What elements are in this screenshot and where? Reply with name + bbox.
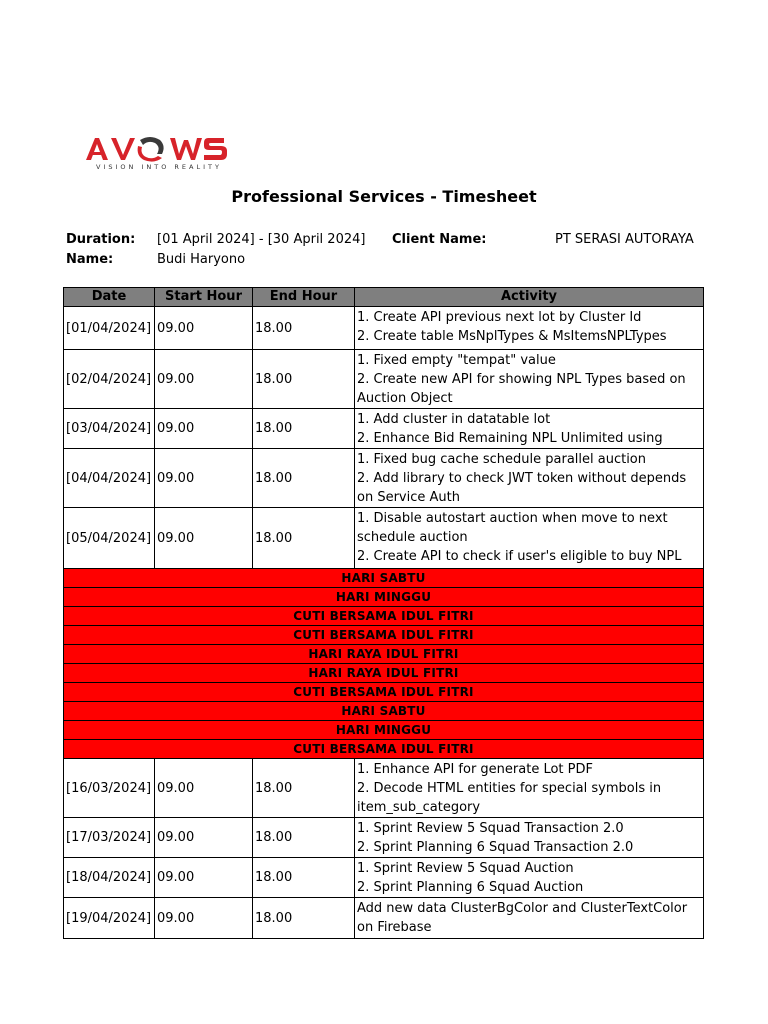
end-hour-cell: 18.00	[253, 759, 355, 818]
date-cell: [02/04/2024]	[64, 350, 155, 409]
activity-cell	[355, 307, 704, 350]
activity-line: 2. Sprint Planning 6 Squad Auction	[357, 880, 584, 895]
holiday-label: CUTI BERSAMA IDUL FITRI	[64, 740, 704, 759]
activity-line: 2. Create new API for showing NPL Types based on Auction Object	[357, 372, 686, 406]
activity-line: 2. Sprint Planning 6 Squad Transaction 2.0	[357, 840, 634, 855]
start-hour-cell: 09.00	[155, 449, 253, 508]
end-hour-cell: 18.00	[253, 307, 355, 350]
activity-line: 1. Disable autostart auction when move to next schedule auction	[357, 511, 668, 545]
start-hour-cell: 09.00	[155, 307, 253, 350]
header-activity: Activity	[355, 288, 704, 307]
table-row	[64, 350, 704, 409]
table-row	[64, 898, 704, 939]
date-cell: [05/04/2024]	[64, 508, 155, 569]
activity-line: 1. Sprint Review 5 Squad Transaction 2.0	[357, 821, 624, 836]
activity-line: 1. Add cluster in datatable lot	[357, 412, 551, 427]
activity-cell	[355, 759, 704, 818]
activity-cell	[355, 508, 704, 569]
holiday-label: HARI SABTU	[64, 569, 704, 588]
holiday-label: CUTI BERSAMA IDUL FITRI	[64, 607, 704, 626]
holiday-row	[64, 664, 704, 683]
name-value: Budi Haryono	[157, 252, 246, 267]
holiday-row	[64, 569, 704, 588]
client-name-label: Client Name:	[392, 232, 487, 247]
activity-cell	[355, 818, 704, 858]
table-row	[64, 409, 704, 449]
date-cell: [04/04/2024]	[64, 449, 155, 508]
date-cell: [18/04/2024]	[64, 858, 155, 898]
table-row	[64, 759, 704, 818]
duration-value: [01 April 2024] - [30 April 2024]	[157, 232, 366, 247]
activity-line: 1. Fixed bug cache schedule parallel auction	[357, 452, 647, 467]
activity-line: 2. Enhance Bid Remaining NPL Unlimited using	[357, 431, 663, 446]
date-cell: [16/03/2024]	[64, 759, 155, 818]
date-cell: [19/04/2024]	[64, 898, 155, 939]
activity-cell	[355, 350, 704, 409]
activity-cell	[355, 449, 704, 508]
name-label: Name:	[66, 252, 114, 267]
holiday-label: CUTI BERSAMA IDUL FITRI	[64, 683, 704, 702]
activity-line: 1. Fixed empty "tempat" value	[357, 353, 556, 368]
holiday-row	[64, 645, 704, 664]
header-date: Date	[64, 288, 155, 307]
holiday-label: HARI MINGGU	[64, 588, 704, 607]
document-title: Professional Services - Timesheet	[231, 187, 537, 206]
start-hour-cell: 09.00	[155, 818, 253, 858]
start-hour-cell: 09.00	[155, 409, 253, 449]
activity-line: 2. Create table MsNplTypes & MsItemsNPLTypes	[357, 329, 667, 344]
duration-label: Duration:	[66, 232, 136, 247]
activity-line: 2. Create API to check if user's eligible to buy NPL	[357, 549, 682, 564]
holiday-label: HARI MINGGU	[64, 721, 704, 740]
activity-clip	[357, 509, 701, 567]
holiday-label: HARI RAYA IDUL FITRI	[64, 645, 704, 664]
activity-cell	[355, 409, 704, 449]
client-name-value: PT SERASI AUTORAYA	[555, 232, 694, 247]
date-cell: [03/04/2024]	[64, 409, 155, 449]
activity-line: 1. Create API previous next lot by Cluster Id	[357, 310, 642, 325]
activity-cell	[355, 898, 704, 939]
activity-line: Add new data ClusterBgColor and ClusterTextColor on Firebase	[357, 901, 688, 935]
activity-line: 1. Sprint Review 5 Squad Auction	[357, 861, 574, 876]
table-row	[64, 508, 704, 569]
table-row	[64, 818, 704, 858]
activity-line: 1. Enhance API for generate Lot PDF	[357, 762, 593, 777]
end-hour-cell: 18.00	[253, 858, 355, 898]
table-header-row	[64, 288, 704, 307]
holiday-label: HARI RAYA IDUL FITRI	[64, 664, 704, 683]
holiday-row	[64, 607, 704, 626]
holiday-row	[64, 626, 704, 645]
start-hour-cell: 09.00	[155, 759, 253, 818]
table-row	[64, 307, 704, 350]
end-hour-cell: 18.00	[253, 818, 355, 858]
holiday-label: HARI SABTU	[64, 702, 704, 721]
date-cell: [17/03/2024]	[64, 818, 155, 858]
holiday-row	[64, 740, 704, 759]
start-hour-cell: 09.00	[155, 858, 253, 898]
header-end-hour: End Hour	[253, 288, 355, 307]
holiday-row	[64, 683, 704, 702]
start-hour-cell: 09.00	[155, 898, 253, 939]
holiday-row	[64, 721, 704, 740]
table-row	[64, 858, 704, 898]
header-start-hour: Start Hour	[155, 288, 253, 307]
company-logo	[84, 132, 268, 176]
end-hour-cell: 18.00	[253, 409, 355, 449]
timesheet-table	[63, 287, 704, 939]
holiday-row	[64, 588, 704, 607]
activity-line: 2. Add library to check JWT token without depends on Service Auth	[357, 471, 687, 505]
date-cell: [01/04/2024]	[64, 307, 155, 350]
end-hour-cell: 18.00	[253, 449, 355, 508]
activity-cell	[355, 858, 704, 898]
start-hour-cell: 09.00	[155, 508, 253, 569]
start-hour-cell: 09.00	[155, 350, 253, 409]
end-hour-cell: 18.00	[253, 508, 355, 569]
end-hour-cell: 18.00	[253, 898, 355, 939]
activity-line: 2. Decode HTML entities for special symbols in item_sub_category	[357, 781, 662, 815]
holiday-row	[64, 702, 704, 721]
holiday-label: CUTI BERSAMA IDUL FITRI	[64, 626, 704, 645]
end-hour-cell: 18.00	[253, 350, 355, 409]
logo-tagline: VISION INTO REALITY	[96, 163, 222, 171]
table-row	[64, 449, 704, 508]
